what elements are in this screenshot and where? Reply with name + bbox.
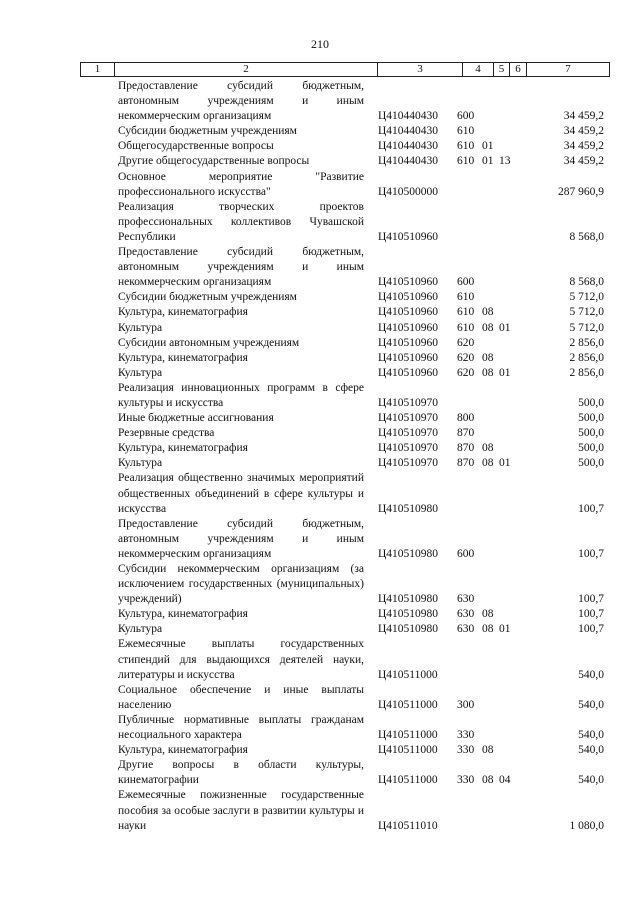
row-expense-type: 330 xyxy=(457,729,475,742)
row-expense-type: 620 xyxy=(457,366,475,379)
row-expense-type: 610 xyxy=(457,155,475,168)
table-row xyxy=(80,139,610,154)
row-sum: 540,0 xyxy=(578,774,604,787)
row-expense-type: 870 xyxy=(457,457,475,470)
row-subsection: 01 xyxy=(499,623,511,636)
row-name: Культура xyxy=(118,321,163,334)
row-sum: 100,7 xyxy=(578,623,604,636)
row-expense-type: 330 xyxy=(457,744,475,757)
row-section: 08 xyxy=(482,351,494,364)
table-row xyxy=(80,607,610,622)
row-code: Ц410510970 xyxy=(378,457,439,470)
row-sum: 500,0 xyxy=(578,442,604,455)
row-code: Ц410510970 xyxy=(378,412,439,425)
row-name: Субсидии автономным учреждениям xyxy=(118,336,300,349)
row-name: Общегосударственные вопросы xyxy=(118,140,274,153)
row-sum: 500,0 xyxy=(578,457,604,470)
row-section: 01 xyxy=(482,155,494,168)
table-row xyxy=(80,170,610,200)
page-number: 210 xyxy=(311,37,329,51)
row-name: Субсидии некоммерческим организациям (за исключением государственных (муниципальных) учреждений) xyxy=(118,563,364,606)
row-sum: 34 459,2 xyxy=(563,110,604,123)
row-expense-type: 630 xyxy=(457,608,475,621)
row-code: Ц410510960 xyxy=(378,366,439,379)
table-row xyxy=(80,637,610,682)
row-name: Субсидии бюджетным учреждениям xyxy=(118,125,297,138)
row-name: Иные бюджетные ассигнования xyxy=(118,412,274,425)
row-section: 01 xyxy=(482,140,494,153)
row-code: Ц410510970 xyxy=(378,442,439,455)
table-row xyxy=(80,351,610,366)
row-subsection: 01 xyxy=(499,366,511,379)
row-section: 08 xyxy=(482,442,494,455)
table-row xyxy=(80,622,610,637)
row-code: Ц410510960 xyxy=(378,336,439,349)
table-row xyxy=(80,200,610,245)
header-col-5: 5 xyxy=(493,63,509,76)
row-code: Ц410510980 xyxy=(378,593,439,606)
table-row xyxy=(80,321,610,336)
row-sum: 2 856,0 xyxy=(569,351,604,364)
row-name: Культура xyxy=(118,457,163,470)
row-expense-type: 620 xyxy=(457,336,475,349)
header-col-2: 2 xyxy=(114,63,377,76)
row-expense-type: 610 xyxy=(457,125,475,138)
row-name: Предоставление субсидий бюджетным, автономным учреждениям и иным некоммерческим организациям xyxy=(118,517,364,560)
row-code: Ц410511000 xyxy=(378,774,438,787)
row-sum: 500,0 xyxy=(578,427,604,440)
row-code: Ц410510960 xyxy=(378,306,439,319)
row-sum: 2 856,0 xyxy=(569,336,604,349)
table-row xyxy=(80,381,610,411)
row-code: Ц410511000 xyxy=(378,729,438,742)
row-sum: 1 080,0 xyxy=(569,819,604,832)
table-row xyxy=(80,411,610,426)
row-expense-type: 610 xyxy=(457,291,475,304)
row-expense-type: 300 xyxy=(457,698,475,711)
row-sum: 500,0 xyxy=(578,412,604,425)
table-row xyxy=(80,124,610,139)
row-code: Ц410510980 xyxy=(378,502,439,515)
row-section: 08 xyxy=(482,744,494,757)
row-sum: 34 459,2 xyxy=(563,155,604,168)
table-header-row xyxy=(80,62,610,77)
row-sum: 8 568,0 xyxy=(569,230,604,243)
row-sum: 100,7 xyxy=(578,547,604,560)
table-body xyxy=(80,77,610,834)
row-subsection: 04 xyxy=(499,774,511,787)
row-expense-type: 870 xyxy=(457,427,475,440)
row-code: Ц410510970 xyxy=(378,427,439,440)
row-name: Публичные нормативные выплаты гражданам несоциального характера xyxy=(118,713,364,742)
table-row xyxy=(80,562,610,607)
row-section: 08 xyxy=(482,774,494,787)
table-row xyxy=(80,471,610,516)
row-sum: 540,0 xyxy=(578,744,604,757)
table-row xyxy=(80,305,610,320)
row-name: Реализация инновационных программ в сфере культуры и искусства xyxy=(118,381,364,409)
row-name: Ежемесячные пожизненные государственные пособия за особые заслуги в развитии культуры и науки xyxy=(118,789,364,832)
budget-table xyxy=(80,62,610,834)
row-expense-type: 870 xyxy=(457,442,475,455)
row-name: Основное мероприятие "Развитие профессионального искусства" xyxy=(118,170,364,198)
row-code: Ц410510960 xyxy=(378,276,439,289)
row-name: Предоставление субсидий бюджетным, автономным учреждениям и иным некоммерческим организациям xyxy=(118,80,364,123)
table-row xyxy=(80,366,610,381)
header-col-1: 1 xyxy=(80,63,114,76)
table-row xyxy=(80,336,610,351)
row-code: Ц410510960 xyxy=(378,321,439,334)
table-row xyxy=(80,788,610,833)
row-section: 08 xyxy=(482,321,494,334)
row-name: Культура, кинематография xyxy=(118,608,248,621)
row-name: Культура, кинематография xyxy=(118,351,248,364)
row-code: Ц410511000 xyxy=(378,744,438,757)
row-subsection: 01 xyxy=(499,321,511,334)
table-row xyxy=(80,426,610,441)
row-expense-type: 610 xyxy=(457,306,475,319)
table-row xyxy=(80,758,610,788)
row-sum: 2 856,0 xyxy=(569,366,604,379)
row-name: Реализация общественно значимых мероприятий общественных объединений в сфере культуры и искусства xyxy=(118,472,364,515)
row-expense-type: 600 xyxy=(457,110,475,123)
row-sum: 5 712,0 xyxy=(569,306,604,319)
row-name: Субсидии бюджетным учреждениям xyxy=(118,291,297,304)
row-code: Ц410511000 xyxy=(378,698,438,711)
row-expense-type: 600 xyxy=(457,276,475,289)
row-code: Ц410510980 xyxy=(378,547,439,560)
row-name: Ежемесячные выплаты государственных стипендий для выдающихся деятелей науки, литературы и искусства xyxy=(118,638,364,681)
row-section: 08 xyxy=(482,608,494,621)
row-sum: 540,0 xyxy=(578,729,604,742)
row-name: Культура, кинематография xyxy=(118,442,248,455)
row-name: Другие общегосударственные вопросы xyxy=(118,155,310,168)
table-row xyxy=(80,683,610,713)
row-code: Ц410510960 xyxy=(378,291,439,304)
row-code: Ц410440430 xyxy=(378,125,439,138)
row-sum: 540,0 xyxy=(578,698,604,711)
table-row xyxy=(80,290,610,305)
header-col-7: 7 xyxy=(526,63,610,76)
table-row xyxy=(80,79,610,124)
row-code: Ц410510960 xyxy=(378,351,439,364)
row-code: Ц410510970 xyxy=(378,396,439,409)
row-expense-type: 610 xyxy=(457,321,475,334)
row-expense-type: 630 xyxy=(457,623,475,636)
row-subsection: 13 xyxy=(499,155,511,168)
table-row xyxy=(80,441,610,456)
row-name: Другие вопросы в области культуры, кинематографии xyxy=(118,759,364,787)
row-sum: 34 459,2 xyxy=(563,125,604,138)
header-col-6: 6 xyxy=(509,63,526,76)
row-name: Культура xyxy=(118,623,163,636)
table-row xyxy=(80,245,610,290)
table-row xyxy=(80,713,610,743)
row-name: Реализация творческих проектов профессиональных коллективов Чувашской Республики xyxy=(118,200,364,243)
row-expense-type: 600 xyxy=(457,547,475,560)
row-name: Предоставление субсидий бюджетным, автономным учреждениям и иным некоммерческим организациям xyxy=(118,246,364,289)
row-expense-type: 610 xyxy=(457,140,475,153)
row-sum: 5 712,0 xyxy=(569,291,604,304)
row-code: Ц410510980 xyxy=(378,608,439,621)
row-section: 08 xyxy=(482,623,494,636)
row-sum: 100,7 xyxy=(578,502,604,515)
row-name: Культура xyxy=(118,366,163,379)
row-expense-type: 330 xyxy=(457,774,475,787)
table-row xyxy=(80,154,610,169)
row-expense-type: 620 xyxy=(457,351,475,364)
row-name: Резервные средства xyxy=(118,427,215,440)
row-expense-type: 800 xyxy=(457,412,475,425)
row-sum: 100,7 xyxy=(578,608,604,621)
row-name: Социальное обеспечение и иные выплаты населению xyxy=(118,683,364,711)
header-col-4: 4 xyxy=(462,63,493,76)
row-sum: 500,0 xyxy=(578,396,604,409)
row-code: Ц410440430 xyxy=(378,155,439,168)
row-expense-type: 630 xyxy=(457,593,475,606)
row-code: Ц410440430 xyxy=(378,140,439,153)
row-code: Ц410510960 xyxy=(378,230,439,243)
row-subsection: 01 xyxy=(499,457,511,470)
row-sum: 8 568,0 xyxy=(569,276,604,289)
row-sum: 5 712,0 xyxy=(569,321,604,334)
table-row xyxy=(80,743,610,758)
row-sum: 540,0 xyxy=(578,668,604,681)
row-section: 08 xyxy=(482,366,494,379)
row-name: Культура, кинематография xyxy=(118,744,248,757)
row-code: Ц410511010 xyxy=(378,819,438,832)
header-col-3: 3 xyxy=(377,63,462,76)
row-sum: 100,7 xyxy=(578,593,604,606)
row-section: 08 xyxy=(482,457,494,470)
row-code: Ц410440430 xyxy=(378,110,439,123)
row-section: 08 xyxy=(482,306,494,319)
row-code: Ц410510980 xyxy=(378,623,439,636)
table-row xyxy=(80,517,610,562)
row-code: Ц410500000 xyxy=(378,185,439,198)
row-name: Культура, кинематография xyxy=(118,306,248,319)
row-code: Ц410511000 xyxy=(378,668,438,681)
row-sum: 287 960,9 xyxy=(558,185,604,198)
row-sum: 34 459,2 xyxy=(563,140,604,153)
table-row xyxy=(80,456,610,471)
